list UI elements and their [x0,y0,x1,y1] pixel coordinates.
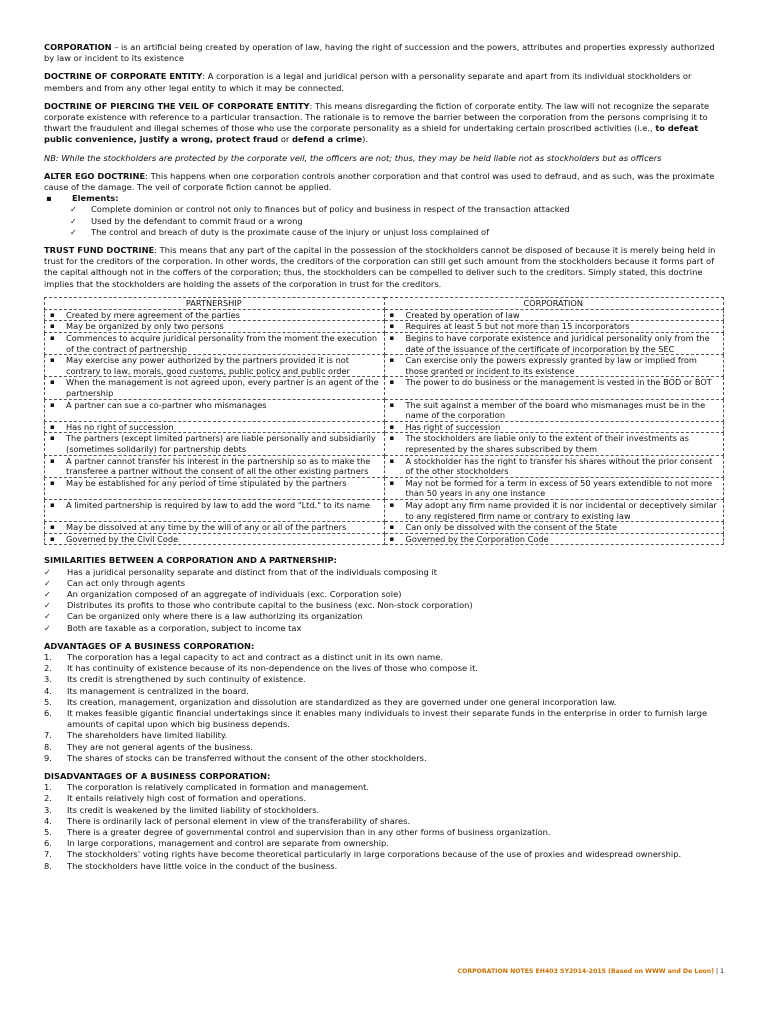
cell-text: A partner cannot transfer his interest in the partnership so as to make the transferee a partner without the consent of all the other existing partners [66,455,371,477]
page-number: 1 [720,968,724,975]
partnership-cell [45,433,385,455]
item-number: 1. [44,782,52,793]
cell-text: Has no right of succession [66,421,174,432]
square-bullet-icon: ▪ [50,422,55,431]
square-bullet-icon: ▪ [50,434,55,443]
similarity-item: ✓ Can be organized only where there is a law authorizing its organization [44,611,724,622]
item-text: They are not general agents of the business. [67,741,254,752]
square-bullet-icon: ▪ [389,500,395,509]
alter-term: ALTER EGO DOCTRINE [44,170,146,181]
square-bullet-icon: ▪ [50,356,55,365]
square-bullet-icon: ▪ [50,378,55,387]
item-text: The stockholders' voting rights have become theoretical particularly in large corporations because of the use of proxies and widespread ownership. [67,849,682,860]
document-page [44,42,724,879]
advantage-item [44,663,724,674]
comparison-body [45,309,724,544]
partnership-cell [45,377,385,399]
item-text: It makes feasible gigantic financial undertakings since it enables many individuals to invest their separate funds in the enterprise in order to furnish large amounts of capital upon which big business depends. [67,707,708,730]
corporation-text: – is an artificial being created by operation of law, having the right of succession and the powers, attributes and properties expressly authorized by law or incident to its existence [44,42,715,64]
square-bullet-icon: ▪ [389,378,395,387]
table-row [45,522,724,534]
item-number: 8. [44,860,52,871]
disadvantage-item [44,838,724,849]
item-text: The shareholders have limited liability. [67,730,228,741]
cell-text: The power to do business or the management is vested in the BOD or BOT [405,377,712,388]
nb-note: NB: While the stockholders are protected by the corporate veil, the officers are not; thus, they may be held liable not as stockholders but as officers [44,152,662,163]
table-row [45,433,724,455]
cell-text: Governed by the Civil Code [66,533,179,544]
corporation-cell [384,499,724,521]
disadvantage-item [44,805,724,816]
disadvantage-item [44,816,724,827]
item-number: 2. [44,663,52,674]
header-corporation: CORPORATION [384,297,724,309]
cell-text: Commences to acquire juridical personality from the moment the execution of the contract of partnership [66,333,378,354]
corporation-cell [384,333,724,355]
table-row [45,499,724,521]
cell-text: May adopt any firm name provided it is nor incidental or deceptively similar to any registered firm name or contrary to existing law [405,499,717,521]
veil-text: : This means disregarding the fiction of corporate entity. The law will not recognize the separate corporate existence with reference to a particular transaction. The rationale is to remove the barrier between the corporation from the persons comprising it to thwart the fraudulent and illegal schemes of those who use the corporate personality as a shield for undertaking certain proscribed activities (i.e., [44,100,710,134]
square-bullet-icon: ▪ [389,322,395,331]
elements-heading [46,193,724,204]
item-number: 6. [44,838,52,849]
disadvantages-title: DISADVANTAGES OF A BUSINESS CORPORATION: [44,770,271,781]
table-row [45,377,724,399]
item-number: 2. [44,793,52,804]
corporation-definition [44,42,724,64]
item-number: 5. [44,696,52,707]
cell-text: A partner can sue a co-partner who mismanages [66,399,267,410]
similarity-item: ✓ Distributes its profits to those who contribute capital to the business (exc. Non-stock corporation) [44,600,724,611]
disadvantage-item [44,827,724,838]
square-bullet-icon: ▪ [50,534,55,543]
veil-end: ). [362,134,368,145]
square-bullet-icon: ▪ [389,422,395,431]
similarities-title: SIMILARITIES BETWEEN A CORPORATION AND A PARTNERSHIP: [44,555,337,566]
item-number: 4. [44,685,52,696]
square-bullet-icon: ▪ [50,523,55,532]
entity-term: DOCTRINE OF CORPORATE ENTITY [44,71,203,82]
table-row [45,533,724,545]
advantage-item [44,674,724,685]
partnership-cell [45,477,385,499]
partnership-cell [45,355,385,377]
cell-text: The partners (except limited partners) are liable personally and subsidiarily (sometimes solidarily) for partnership debts [66,433,376,454]
header-partnership: PARTNERSHIP [45,297,385,309]
piercing-veil-doctrine [44,101,724,146]
corporation-cell [384,421,724,433]
cell-text: Can only be dissolved with the consent of the State [405,522,617,533]
footer-text: CORPORATION NOTES EH403 SY2014-2015 (Based on WWW and De Leon) [457,968,715,975]
square-bullet-icon: ▪ [389,523,395,532]
elements-label: Elements: [72,193,119,204]
advantage-item [44,652,724,663]
item-text: It entails relatively high cost of formation and operations. [67,793,306,804]
table-row [45,421,724,433]
veil-term: DOCTRINE OF PIERCING THE VEIL OF CORPORATE ENTITY [44,100,310,111]
similarity-item: ✓ Has a juridical personality separate and distinct from that of the individuals composing it [44,567,724,578]
table-row [45,477,724,499]
cell-text: The suit against a member of the board who mismanages must be in the name of the corporation [405,399,706,421]
corporation-cell [384,399,724,421]
item-text: It has continuity of existence because of its non-dependence on the lives of those who compose it. [67,663,478,674]
square-bullet-icon: ▪ [50,400,55,409]
advantage-item [44,730,724,741]
square-bullet-icon: ▪ [50,334,55,343]
cell-text: Created by mere agreement of the parties [66,309,240,320]
square-bullet-icon: ▪ [389,434,395,443]
item-number: 3. [44,804,52,815]
disadvantage-item [44,849,724,860]
trust-fund-doctrine [44,245,724,290]
similarities-list [44,567,724,634]
item-number: 7. [44,849,52,860]
advantages-title: ADVANTAGES OF A BUSINESS CORPORATION: [44,640,255,651]
veil-bold: to defeat public convenience, justify a wrong, protect fraud [44,123,699,145]
table-row [45,399,724,421]
cell-text: Can exercise only the powers expressly granted by law or implied from those granted or incident to its existence [405,355,697,376]
cell-text: May exercise any power authorized by the partners provided it is not contrary to law, morals, good customs, public policy and public order [66,355,350,376]
partnership-cell [45,321,385,333]
square-bullet-icon: ▪ [389,478,395,487]
elements-list [44,204,724,238]
item-number: 4. [44,815,52,826]
item-text: Its credit is strengthened by such continuity of existence. [67,674,306,685]
item-text: The shares of stocks can be transferred without the consent of the other stockholders. [67,752,427,763]
advantage-item [44,742,724,753]
item-text: The corporation is relatively complicated in formation and management. [67,782,370,793]
page-footer [458,968,724,975]
square-bullet-icon: ▪ [50,500,55,509]
item-text: The stockholders have little voice in the conduct of the business. [67,860,338,871]
cell-text: May be established for any period of time stipulated by the partners [66,477,347,488]
alter-text: : This happens when one corporation controls another corporation and that control was used to defraud, and as such, was the proximate cause of the damage. The veil of corporate fiction cannot be applied. [44,170,715,193]
cell-text: May be organized by only two persons [66,321,224,332]
element-item: ✓ The control and breach of duty is the proximate cause of the injury or unjust loss complained of [44,227,724,238]
corporation-cell [384,455,724,477]
partnership-cell [45,421,385,433]
footer-sep: | [714,968,721,975]
partnership-cell [45,499,385,521]
advantage-item [44,697,724,708]
table-row [45,309,724,321]
corporation-cell [384,477,724,499]
disadvantages-list [44,782,724,872]
item-text: Its credit is weakened by the limited liability of stockholders. [67,804,320,815]
square-bullet-icon: ▪ [389,400,395,409]
square-bullet-icon: ▪ [389,356,395,365]
disadvantage-item [44,861,724,872]
corporation-term: CORPORATION [44,42,112,52]
element-item: ✓ Used by the defendant to commit fraud or a wrong [44,216,724,227]
cell-text: A stockholder has the right to transfer his shares without the prior consent of the other stockholders [405,455,713,477]
item-number: 6. [44,707,52,718]
advantage-item [44,753,724,764]
square-bullet-icon: ▪ [389,456,395,465]
partnership-cell [45,455,385,477]
square-bullet-icon: ▪ [389,534,395,543]
corporation-cell [384,321,724,333]
entity-text: : A corporation is a legal and juridical person with a personality separate and apart from its individual stockholders or members and from any other legal entity to which it may be connected. [44,71,692,93]
disadvantage-item [44,782,724,793]
partnership-cell [45,333,385,355]
table-header-row [45,297,724,309]
cell-text: Created by operation of law [405,309,520,320]
comparison-table [44,297,724,545]
cell-text: Begins to have corporate existence and juridical personality only from the date of the issuance of the certificate of incorporation by the SEC [405,333,710,354]
element-item: ✓ Complete dominion or control not only to finances but of policy and business in respect of the transaction attacked [44,204,724,215]
item-text: Its creation, management, organization and dissolution are standardized as they are governed under one general incorporation law. [67,696,617,707]
item-text: Its management is centralized in the board. [67,685,249,696]
square-bullet-icon: ▪ [46,193,52,204]
cell-text: The stockholders are liable only to the extent of their investments as represented by the shares subscribed by them [405,433,689,454]
cell-text: Governed by the Corporation Code [405,533,549,544]
table-row [45,333,724,355]
table-row [45,355,724,377]
trust-term: TRUST FUND DOCTRINE [44,245,155,256]
item-number: 1. [44,651,52,662]
corporation-cell [384,355,724,377]
partnership-cell [45,533,385,545]
square-bullet-icon: ▪ [50,310,55,319]
partnership-cell [45,522,385,534]
trust-text: : This means that any part of the capital in the possession of the stockholders cannot be disposed of because it is merely being held in trust for the creditors of the corporation. In other words, the creditors of the corporation can still get such amount from the stockholders because it forms part of the capital although not in the coffers of the corporation; thus, the stockholders can be compelled to deliver such to the creditors. Simply stated, this doctrine implies that the stockholders are holding the assets of the corporation in trust for the creditors. [44,245,716,289]
table-row [45,455,724,477]
corporation-cell [384,522,724,534]
cell-text: May be dissolved at any time by the will of any or all of the partners [66,522,347,533]
similarity-item: ✓ An organization composed of an aggregate of individuals (exc. Corporation sole) [44,589,724,600]
cell-text: Has right of succession [405,421,501,432]
item-number: 8. [44,741,52,752]
disadvantage-item [44,793,724,804]
square-bullet-icon: ▪ [50,456,55,465]
item-text: In large corporations, management and control are separate from ownership. [67,838,389,849]
corporation-cell [384,377,724,399]
alter-ego-doctrine [44,171,724,193]
square-bullet-icon: ▪ [389,310,395,319]
veil-or: or [278,134,292,145]
item-text: The corporation has a legal capacity to act and contract as a distinct unit in its own name. [67,651,444,662]
item-number: 9. [44,752,52,763]
cell-text: Requires at least 5 but not more than 15 incorporators [405,321,630,332]
item-number: 7. [44,730,52,741]
partnership-cell [45,309,385,321]
similarity-item: ✓ Both are taxable as a corporation, subject to income tax [44,623,724,634]
item-number: 5. [44,827,52,837]
advantage-item [44,686,724,697]
cell-text: A limited partnership is required by law to add the word "Ltd." to its name [66,499,370,510]
table-row [45,321,724,333]
corporation-cell [384,433,724,455]
square-bullet-icon: ▪ [50,322,55,331]
cell-text: May not be formed for a term in excess of 50 years extendible to not more than 50 years in any one instance [405,477,713,499]
corporation-cell [384,533,724,545]
square-bullet-icon: ▪ [389,334,395,343]
advantages-list [44,652,724,764]
item-text: There is a greater degree of governmental control and supervision than in any other forms of business organization. [67,827,551,837]
square-bullet-icon: ▪ [50,478,55,487]
item-number: 3. [44,674,52,685]
similarity-item: ✓ Can act only through agents [44,578,724,589]
partnership-cell [45,399,385,421]
corporation-cell [384,309,724,321]
item-text: There is ordinarily lack of personal element in view of the transferability of shares. [67,815,411,826]
veil-bold2: defend a crime [291,134,363,145]
cell-text: When the management is not agreed upon, every partner is an agent of the partnership [66,377,379,399]
advantage-item [44,708,724,730]
corporate-entity-doctrine [44,71,724,93]
